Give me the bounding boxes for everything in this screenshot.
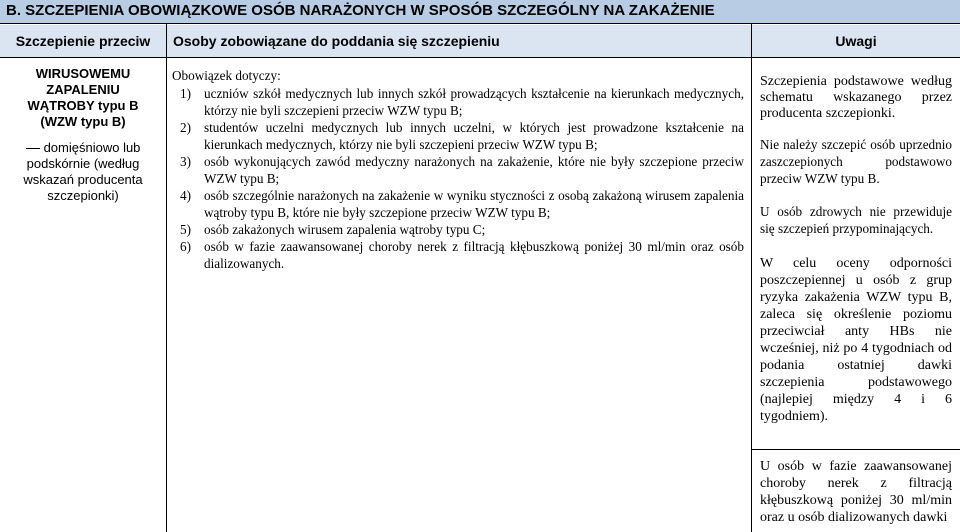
list-item-number: 4) (180, 188, 191, 203)
list-item-text: osób zakażonych wirusem zapalenia wątroby typu C; (204, 222, 486, 237)
column-divider-2 (751, 24, 752, 532)
note-antibody-check: W celu oceny odporności poszczepiennej u osób z grup ryzyka zakażenia WZW typu B, zaleca się określenie poziomu przeciwciał anty HBs nie wcześniej, niż po 4 tygodniach od podania ostatniej dawki szczepienia podstawowego (najlepiej między 4 i 6 tygodniem). (760, 256, 952, 424)
dash-icon (26, 148, 40, 149)
list-item (172, 119, 744, 153)
list-item-number: 2) (180, 120, 191, 135)
header-bottom-border (0, 57, 960, 58)
list-item-text: osób w fazie zaawansowanej choroby nerek z filtracją kłębuszkową poniżej 30 ml/min oraz osób dializowanych. (204, 239, 744, 271)
list-item (172, 238, 744, 272)
list-item-number: 1) (180, 86, 191, 101)
section-title: B. SZCZEPIENIA OBOWIĄZKOWE OSÓB NARAŻONYCH W SPOSÓB SZCZEGÓLNY NA ZAKAŻENIE (0, 0, 960, 24)
list-item (172, 187, 744, 221)
persons-intro: Obowiązek dotyczy: (172, 68, 281, 83)
vaccine-name-line4: (WZW typu B) (40, 114, 126, 129)
vaccine-name-line2: ZAPALENIU (46, 82, 120, 97)
list-item-number: 3) (180, 154, 191, 169)
route-line4: szczepionki) (47, 188, 119, 203)
note-no-booster: U osób zdrowych nie przewiduje się szczepień przypominających. (760, 204, 952, 236)
column-divider-1 (166, 24, 167, 532)
list-item-number: 6) (180, 239, 191, 254)
header-vaccine: Szczepienie przeciw (0, 25, 166, 57)
notes-cell (760, 74, 952, 425)
route-line2: podskórnie (według (26, 156, 140, 171)
vaccine-name-line3: WĄTROBY typu B (27, 98, 139, 113)
list-item-text: uczniów szkół medycznych lub innych szkół prowadzących kształcenie na kierunkach medycznych, którzy nie byli szczepieni przeciw WZW typu B; (204, 86, 744, 118)
list-item (172, 85, 744, 119)
route-line1: domięśniowo lub (43, 140, 141, 155)
header-notes: Uwagi (752, 25, 960, 57)
header-persons: Osoby zobowiązane do poddania się szczepieniu (167, 25, 751, 57)
list-item-text: studentów uczelni medycznych lub innych uczelni, w których jest prowadzone kształcenie na kierunkach medycznych, którzy nie byli szczepieni przeciw WZW typu B; (204, 120, 744, 152)
list-item (172, 153, 744, 187)
list-item (172, 221, 744, 238)
persons-cell (172, 67, 744, 272)
note-no-revaccination: Nie należy szczepić osób uprzednio zaszczepionych podstawowo przeciw WZW typu B. (760, 137, 952, 186)
list-item-text: osób szczególnie narażonych na zakażenie w wyniku styczności z osobą zakażoną wirusem zapalenia wątroby typu B, które nie były szczepione przeciw WZW typu B; (204, 188, 744, 220)
route-line3: wskazań producenta (23, 172, 143, 187)
list-item-number: 5) (180, 222, 191, 237)
vaccine-cell (4, 66, 162, 204)
list-item-text: osób wykonujących zawód medyczny narażonych na zakażenie, które nie były szczepione przeciw WZW typu B; (204, 154, 744, 186)
vaccine-route (4, 140, 162, 204)
notes-cell-divider (752, 449, 960, 450)
vaccine-name-line1: WIRUSOWEMU (35, 66, 131, 81)
note-primary-schedule: Szczepienia podstawowe według schematu wskazanego przez producenta szczepionki. (760, 74, 952, 121)
note-kidney-disease: U osób w fazie zaawansowanej choroby nerek z filtracją kłębuszkową poniżej 30 ml/min oraz u osób dializowanych dawki (760, 459, 952, 525)
